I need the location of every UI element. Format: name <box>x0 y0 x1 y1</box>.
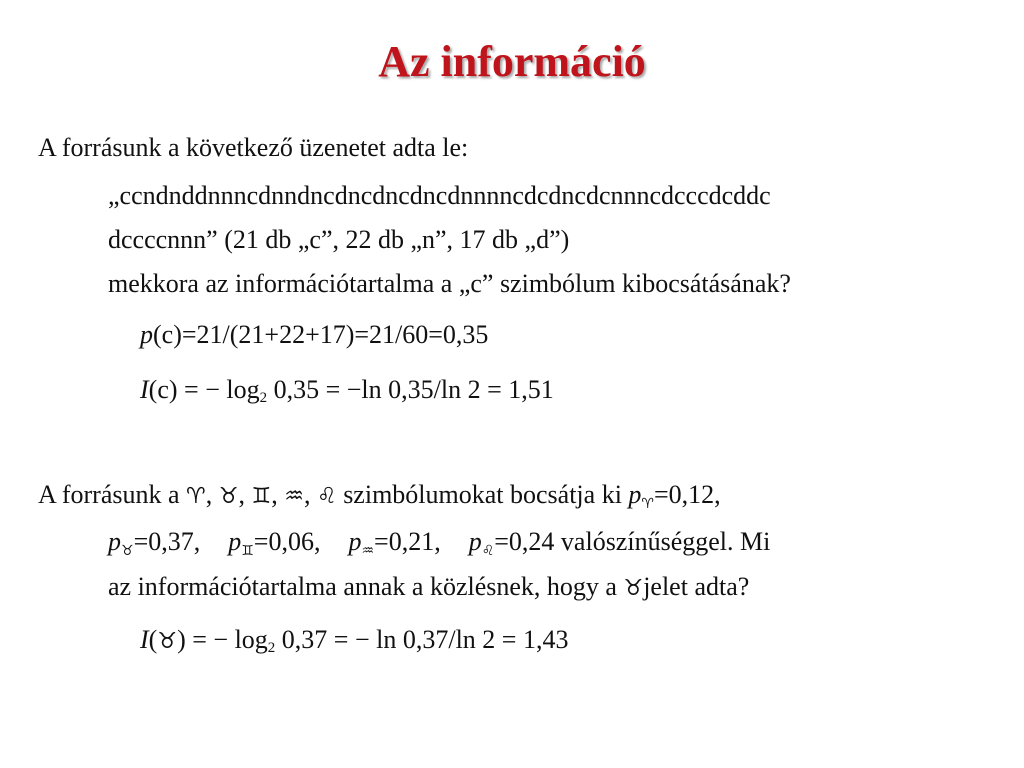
p-taurus-value: =0,37, <box>133 527 201 556</box>
p-variable-gemini: p <box>228 527 242 556</box>
leo-icon: ♌ <box>316 484 337 509</box>
taurus-question-icon: ♉ <box>623 576 644 601</box>
taurus-icon: ♉ <box>218 484 239 509</box>
aries-sub-icon: ♈ <box>641 496 654 512</box>
sep-4: , <box>303 480 317 509</box>
intro-suffix: szimbólumokat bocsátja ki <box>336 480 629 509</box>
question-prefix: az információtartalma annak a közlésnek, hogy a <box>108 572 624 601</box>
taurus-formula-icon: ♉ <box>157 629 178 654</box>
example1-question: mekkora az információtartalma a „c” szimbólum kibocsátásának? <box>108 269 791 298</box>
aquarius-sub-icon: ♒ <box>361 543 375 559</box>
sep-2: , <box>238 480 252 509</box>
info-mid: ) = − log <box>177 625 268 654</box>
p-aries-value: =0,12, <box>653 480 721 509</box>
question-suffix: jelet adta? <box>643 572 750 601</box>
p-variable-aries: p <box>628 480 642 509</box>
p-variable-aquarius: p <box>348 527 362 556</box>
slide-title: Az információ <box>378 37 646 86</box>
leo-sub-icon: ♌ <box>481 543 495 559</box>
open-paren: ( <box>148 625 158 654</box>
info-expression: 0,35 = −ln 0,35/ln 2 = 1,51 <box>267 375 554 404</box>
p-leo-value: =0,24 valószínűséggel. Mi <box>494 527 771 556</box>
p-variable-leo: p <box>468 527 482 556</box>
prob-expression: (c)=21/(21+22+17)=21/60=0,35 <box>153 320 489 349</box>
prob-variable: p <box>140 320 153 349</box>
info-variable: I <box>140 375 149 404</box>
p-variable-taurus: p <box>108 527 121 556</box>
probability-formula-c <box>140 320 488 350</box>
gemini-icon: ♊ <box>251 484 272 509</box>
sep-1: , <box>205 480 219 509</box>
example2-question <box>108 572 749 604</box>
info-arg: (c) = − log <box>148 375 260 404</box>
p-gemini-value: =0,06, <box>253 527 321 556</box>
p-aquarius-value: =0,21, <box>374 527 441 556</box>
information-formula-c <box>140 375 554 405</box>
info-variable-2: I <box>140 625 149 654</box>
info-expression-2: 0,37 = − ln 0,37/ln 2 = 1,43 <box>275 625 569 654</box>
taurus-sub-icon: ♉ <box>121 543 134 559</box>
example2-intro <box>38 480 721 512</box>
log-base-2: 2 <box>267 640 276 656</box>
gemini-sub-icon: ♊ <box>241 543 254 559</box>
intro-prefix: A forrásunk a <box>38 480 187 509</box>
sep-3: , <box>271 480 285 509</box>
message-line-2: dccccnnn” (21 db „c”, 22 db „n”, 17 db „d”) <box>108 225 570 254</box>
log-base: 2 <box>259 390 268 406</box>
aquarius-icon: ♒ <box>284 484 304 509</box>
aries-icon: ♈ <box>186 484 206 509</box>
information-formula-taurus <box>140 625 568 657</box>
example2-probabilities <box>108 527 770 557</box>
message-line-1: „ccndnddnnncdnndncdncdncdncdnnnncdcdncdcnnncdcccdcddc <box>108 181 771 210</box>
example1-intro: A forrásunk a következő üzenetet adta le: <box>38 133 469 162</box>
